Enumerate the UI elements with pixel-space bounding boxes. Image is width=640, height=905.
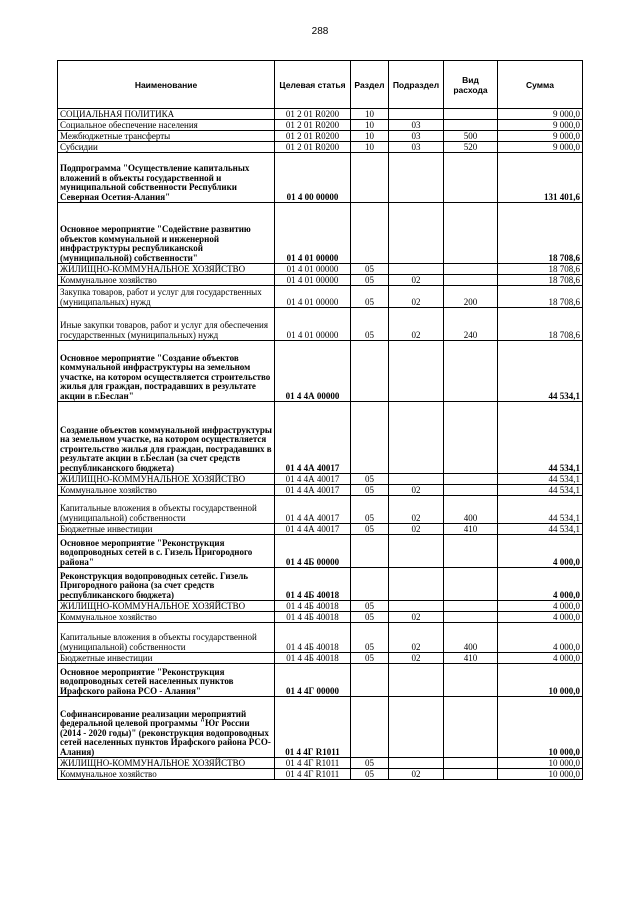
cell-subsection xyxy=(389,402,444,474)
cell-target: 01 4 4А 40017 xyxy=(275,402,351,474)
cell-name: Основное мероприятие "Реконструкция водопроводных сетей населенных пунктов Ирафского района РСО - Алания" xyxy=(58,664,275,697)
cell-name: Создание объектов коммунальной инфраструктуры на земельном участке, на котором осуществляется строительство жилья для граждан, пострадавших в результате акции в г.Беслан (за счет средств республиканского бюджета) xyxy=(58,402,275,474)
cell-section xyxy=(351,535,389,568)
cell-expense-type xyxy=(444,109,498,120)
cell-target: 01 2 01 R0200 xyxy=(275,131,351,142)
cell-sum: 44 534,1 xyxy=(498,341,583,402)
table-row xyxy=(58,109,583,120)
cell-section: 10 xyxy=(351,131,389,142)
cell-target: 01 2 01 R0200 xyxy=(275,142,351,153)
cell-target: 01 4 4Б 40018 xyxy=(275,568,351,601)
cell-subsection xyxy=(389,568,444,601)
cell-section: 05 xyxy=(351,612,389,623)
table-header-row xyxy=(58,61,583,109)
header-subsection: Подраздел xyxy=(389,61,444,109)
cell-sum: 44 534,1 xyxy=(498,496,583,524)
cell-section: 05 xyxy=(351,524,389,535)
cell-expense-type: 410 xyxy=(444,653,498,664)
cell-subsection xyxy=(389,535,444,568)
cell-subsection: 02 xyxy=(389,286,444,308)
cell-sum: 10 000,0 xyxy=(498,769,583,780)
cell-expense-type xyxy=(444,612,498,623)
cell-target: 01 4 4Б 40018 xyxy=(275,601,351,612)
cell-name: Софинансирование реализации мероприятий федеральной целевой программы "Юг России (2014 - 2020 годы)" (реконструкция водопроводных сетей населенных пунктов Ирафского района РСО-Алания) xyxy=(58,697,275,758)
table-row xyxy=(58,769,583,780)
header-target: Целевая статья xyxy=(275,61,351,109)
cell-target: 01 4 01 00000 xyxy=(275,203,351,264)
table-row xyxy=(58,653,583,664)
table-row xyxy=(58,474,583,485)
cell-subsection xyxy=(389,153,444,203)
cell-expense-type xyxy=(444,535,498,568)
cell-sum: 9 000,0 xyxy=(498,131,583,142)
cell-target: 01 4 4Б 40018 xyxy=(275,653,351,664)
cell-section: 05 xyxy=(351,275,389,286)
cell-target: 01 4 4А 40017 xyxy=(275,524,351,535)
cell-section: 05 xyxy=(351,758,389,769)
cell-subsection: 02 xyxy=(389,308,444,341)
cell-sum: 44 534,1 xyxy=(498,524,583,535)
table-row xyxy=(58,131,583,142)
header-expense-type: Вид расхода xyxy=(444,61,498,109)
cell-section xyxy=(351,203,389,264)
cell-sum: 131 401,6 xyxy=(498,153,583,203)
cell-section: 10 xyxy=(351,142,389,153)
cell-section: 05 xyxy=(351,496,389,524)
cell-section xyxy=(351,664,389,697)
cell-section xyxy=(351,697,389,758)
cell-name: СОЦИАЛЬНАЯ ПОЛИТИКА xyxy=(58,109,275,120)
table-row xyxy=(58,485,583,496)
cell-name: Социальное обеспечение населения xyxy=(58,120,275,131)
cell-expense-type: 200 xyxy=(444,286,498,308)
cell-section xyxy=(351,341,389,402)
cell-sum: 44 534,1 xyxy=(498,402,583,474)
cell-sum: 44 534,1 xyxy=(498,474,583,485)
cell-target: 01 4 4Б 40018 xyxy=(275,623,351,653)
table-row xyxy=(58,524,583,535)
cell-section: 05 xyxy=(351,653,389,664)
cell-expense-type xyxy=(444,485,498,496)
cell-subsection: 02 xyxy=(389,653,444,664)
cell-subsection: 03 xyxy=(389,142,444,153)
table-row xyxy=(58,286,583,308)
cell-subsection: 02 xyxy=(389,612,444,623)
cell-target: 01 4 4Г R1011 xyxy=(275,758,351,769)
cell-sum: 4 000,0 xyxy=(498,612,583,623)
cell-target: 01 4 4Б 00000 xyxy=(275,535,351,568)
cell-expense-type xyxy=(444,769,498,780)
cell-name: ЖИЛИЩНО-КОММУНАЛЬНОЕ ХОЗЯЙСТВО xyxy=(58,758,275,769)
cell-subsection xyxy=(389,664,444,697)
cell-section: 05 xyxy=(351,485,389,496)
cell-expense-type xyxy=(444,120,498,131)
table-row xyxy=(58,402,583,474)
cell-target: 01 2 01 R0200 xyxy=(275,120,351,131)
cell-name: Коммунальное хозяйство xyxy=(58,275,275,286)
cell-sum: 10 000,0 xyxy=(498,758,583,769)
cell-expense-type: 400 xyxy=(444,496,498,524)
cell-subsection xyxy=(389,697,444,758)
cell-sum: 18 708,6 xyxy=(498,308,583,341)
table-row xyxy=(58,275,583,286)
cell-expense-type xyxy=(444,697,498,758)
cell-sum: 4 000,0 xyxy=(498,535,583,568)
cell-section: 05 xyxy=(351,474,389,485)
cell-name: Бюджетные инвестиции xyxy=(58,653,275,664)
table-row xyxy=(58,535,583,568)
cell-sum: 9 000,0 xyxy=(498,120,583,131)
table-row xyxy=(58,308,583,341)
cell-expense-type xyxy=(444,275,498,286)
cell-section xyxy=(351,402,389,474)
cell-name: Бюджетные инвестиции xyxy=(58,524,275,535)
cell-section: 10 xyxy=(351,109,389,120)
table-row xyxy=(58,120,583,131)
cell-target: 01 4 00 00000 xyxy=(275,153,351,203)
cell-sum: 9 000,0 xyxy=(498,142,583,153)
cell-target: 01 4 4А 40017 xyxy=(275,496,351,524)
cell-sum: 44 534,1 xyxy=(498,485,583,496)
cell-name: Основное мероприятие "Создание объектов коммунальной инфраструктуры на земельном участке, на котором осуществляется строительство жилья для граждан, пострадавших в результате акции в г.Беслан" xyxy=(58,341,275,402)
cell-subsection xyxy=(389,601,444,612)
cell-expense-type xyxy=(444,601,498,612)
cell-subsection: 03 xyxy=(389,120,444,131)
cell-name: Коммунальное хозяйство xyxy=(58,485,275,496)
cell-name: Реконструкция водопроводных сетейс. Гизель Пригородного района (за счет средств республиканского бюджета) xyxy=(58,568,275,601)
table-row xyxy=(58,623,583,653)
cell-subsection: 02 xyxy=(389,485,444,496)
cell-section: 05 xyxy=(351,286,389,308)
cell-section: 05 xyxy=(351,308,389,341)
cell-subsection xyxy=(389,341,444,402)
cell-subsection xyxy=(389,758,444,769)
table-row xyxy=(58,142,583,153)
cell-name: Капитальные вложения в объекты государственной (муниципальной) собственности xyxy=(58,623,275,653)
cell-sum: 10 000,0 xyxy=(498,697,583,758)
table-row xyxy=(58,496,583,524)
table-row xyxy=(58,341,583,402)
cell-subsection: 02 xyxy=(389,524,444,535)
cell-target: 01 4 01 00000 xyxy=(275,275,351,286)
cell-name: ЖИЛИЩНО-КОММУНАЛЬНОЕ ХОЗЯЙСТВО xyxy=(58,601,275,612)
cell-expense-type xyxy=(444,568,498,601)
cell-name: Капитальные вложения в объекты государственной (муниципальной) собственности xyxy=(58,496,275,524)
page-number: 288 xyxy=(311,26,329,37)
cell-name: Субсидии xyxy=(58,142,275,153)
header-section: Раздел xyxy=(351,61,389,109)
budget-table xyxy=(57,60,583,780)
cell-expense-type: 520 xyxy=(444,142,498,153)
cell-sum: 4 000,0 xyxy=(498,601,583,612)
cell-section: 05 xyxy=(351,264,389,275)
cell-section xyxy=(351,568,389,601)
cell-expense-type xyxy=(444,664,498,697)
cell-section: 05 xyxy=(351,769,389,780)
cell-expense-type xyxy=(444,474,498,485)
cell-target: 01 4 4А 40017 xyxy=(275,485,351,496)
cell-target: 01 4 4А 40017 xyxy=(275,474,351,485)
cell-name: Подпрограмма "Осуществление капитальных вложений в объекты государственной и муниципальной собственности Республики Северная Осетия-Алания" xyxy=(58,153,275,203)
cell-subsection: 03 xyxy=(389,131,444,142)
table-row xyxy=(58,568,583,601)
cell-section: 05 xyxy=(351,601,389,612)
cell-target: 01 4 4Б 40018 xyxy=(275,612,351,623)
cell-name: Межбюджетные трансферты xyxy=(58,131,275,142)
table-row xyxy=(58,264,583,275)
table-row xyxy=(58,612,583,623)
cell-target: 01 4 4Г R1011 xyxy=(275,697,351,758)
cell-expense-type: 400 xyxy=(444,623,498,653)
cell-name: Иные закупки товаров, работ и услуг для обеспечения государственных (муниципальных) нужд xyxy=(58,308,275,341)
cell-subsection: 02 xyxy=(389,623,444,653)
cell-target: 01 4 01 00000 xyxy=(275,286,351,308)
cell-subsection xyxy=(389,474,444,485)
header-name: Наименование xyxy=(58,61,275,109)
cell-target: 01 4 01 00000 xyxy=(275,264,351,275)
cell-subsection: 02 xyxy=(389,769,444,780)
table-row xyxy=(58,601,583,612)
cell-name: Коммунальное хозяйство xyxy=(58,612,275,623)
cell-name: ЖИЛИЩНО-КОММУНАЛЬНОЕ ХОЗЯЙСТВО xyxy=(58,264,275,275)
cell-section: 05 xyxy=(351,623,389,653)
cell-name: Основное мероприятие "Реконструкция водопроводных сетей в с. Гизель Пригородного района" xyxy=(58,535,275,568)
cell-expense-type xyxy=(444,264,498,275)
cell-target: 01 4 4А 00000 xyxy=(275,341,351,402)
cell-subsection xyxy=(389,109,444,120)
table-body xyxy=(58,109,583,780)
cell-target: 01 4 01 00000 xyxy=(275,308,351,341)
cell-expense-type: 500 xyxy=(444,131,498,142)
cell-sum: 4 000,0 xyxy=(498,568,583,601)
cell-name: ЖИЛИЩНО-КОММУНАЛЬНОЕ ХОЗЯЙСТВО xyxy=(58,474,275,485)
cell-sum: 18 708,6 xyxy=(498,275,583,286)
cell-name: Основное мероприятие "Содействие развитию объектов коммунальной и инженерной инфраструктуры республиканской (муниципальной) собственности" xyxy=(58,203,275,264)
table-row xyxy=(58,203,583,264)
cell-expense-type: 240 xyxy=(444,308,498,341)
cell-sum: 18 708,6 xyxy=(498,264,583,275)
cell-sum: 18 708,6 xyxy=(498,203,583,264)
cell-section xyxy=(351,153,389,203)
cell-target: 01 2 01 R0200 xyxy=(275,109,351,120)
cell-sum: 10 000,0 xyxy=(498,664,583,697)
cell-sum: 9 000,0 xyxy=(498,109,583,120)
cell-expense-type: 410 xyxy=(444,524,498,535)
cell-expense-type xyxy=(444,203,498,264)
cell-sum: 18 708,6 xyxy=(498,286,583,308)
cell-subsection: 02 xyxy=(389,496,444,524)
cell-name: Коммунальное хозяйство xyxy=(58,769,275,780)
cell-target: 01 4 4Г R1011 xyxy=(275,769,351,780)
cell-section: 10 xyxy=(351,120,389,131)
cell-target: 01 4 4Г 00000 xyxy=(275,664,351,697)
cell-name: Закупка товаров, работ и услуг для государственных (муниципальных) нужд xyxy=(58,286,275,308)
table-row xyxy=(58,153,583,203)
cell-sum: 4 000,0 xyxy=(498,653,583,664)
cell-subsection xyxy=(389,264,444,275)
cell-sum: 4 000,0 xyxy=(498,623,583,653)
cell-expense-type xyxy=(444,758,498,769)
cell-subsection xyxy=(389,203,444,264)
table-row xyxy=(58,758,583,769)
header-sum: Сумма xyxy=(498,61,583,109)
cell-subsection: 02 xyxy=(389,275,444,286)
table-row xyxy=(58,697,583,758)
cell-expense-type xyxy=(444,153,498,203)
cell-expense-type xyxy=(444,402,498,474)
table-row xyxy=(58,664,583,697)
cell-expense-type xyxy=(444,341,498,402)
